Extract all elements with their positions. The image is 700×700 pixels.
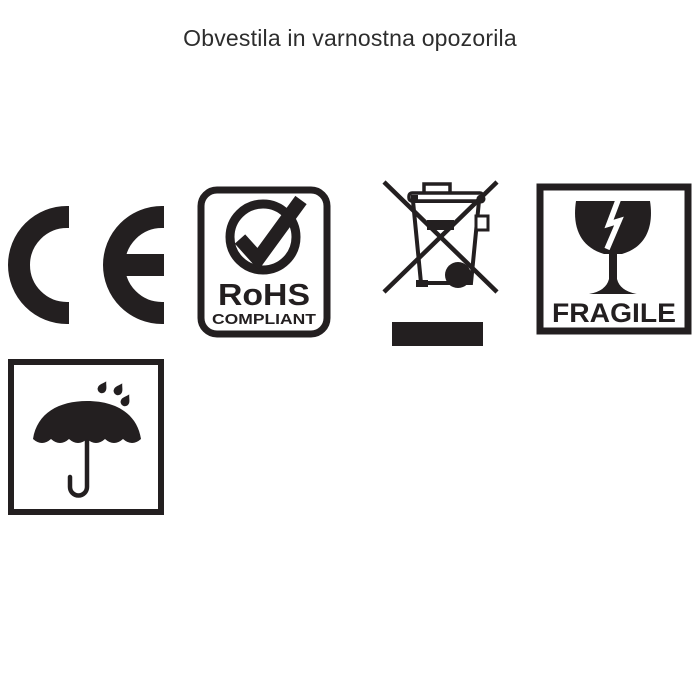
rohs-compliant-label: COMPLIANT [212,311,316,328]
fragile-label: FRAGILE [552,298,676,328]
ce-mark-icon [6,204,168,333]
rohs-label: RoHS [218,277,310,312]
page-title: Obvestila in varnostna opozorila [183,25,517,51]
weee-bar [392,322,483,346]
weee-icon [378,176,504,353]
keep-dry-icon [7,358,167,523]
ce-letter-e [114,217,168,313]
rohs-checkmark-icon [230,200,301,270]
rohs-compliant-badge [196,185,332,344]
fragile-icon [536,183,692,340]
ce-letter-c [19,217,115,313]
